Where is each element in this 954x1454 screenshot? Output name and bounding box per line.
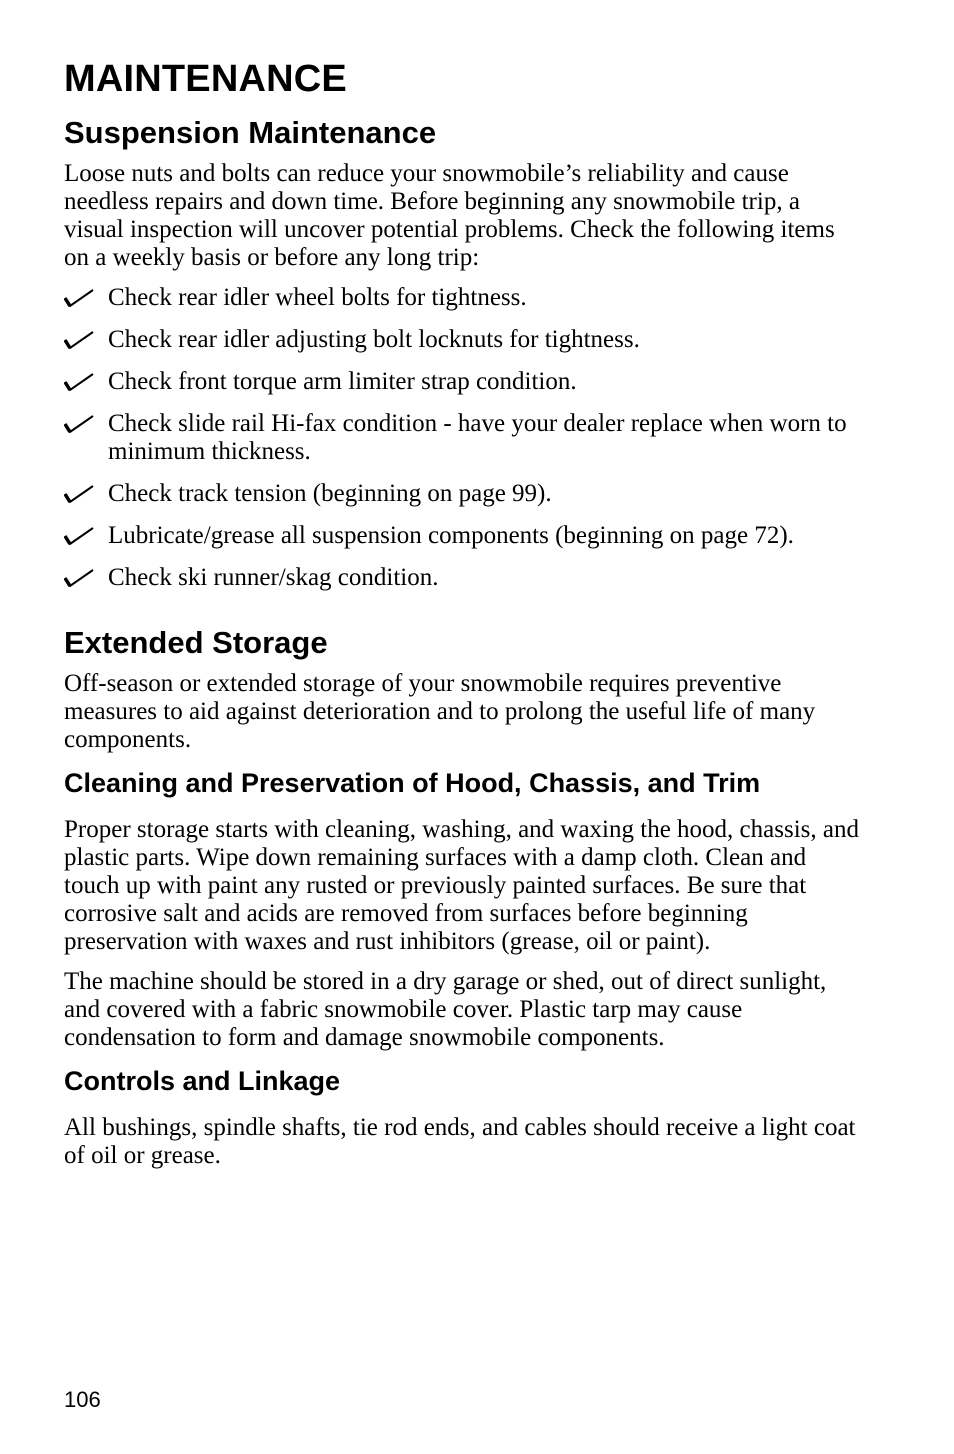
cleaning-paragraph-2: The machine should be stored in a dry garage or shed, out of direct sunlight, and covered with a fabric snowmobile cover. Plastic tarp may cause condensation to form and damage snowmobile components.	[64, 968, 827, 1051]
extended-storage-heading: Extended Storage	[64, 625, 328, 660]
checklist-item-text: Lubricate/grease all suspension components (beginning on page 72).	[108, 522, 794, 549]
check-mark-icon	[64, 410, 108, 438]
check-mark-icon	[64, 522, 108, 550]
section-spacer	[64, 606, 864, 624]
checklist-item	[64, 368, 864, 396]
checklist-item	[64, 522, 864, 550]
checklist-item	[64, 410, 864, 466]
check-mark-icon	[64, 368, 108, 396]
cleaning-paragraph-1: Proper storage starts with cleaning, washing, and waxing the hood, chassis, and plastic parts. Wipe down remaining surfaces with a damp cloth. Clean and touch up with paint any rusted or previously painted surfaces. Be sure that corrosive salt and acids are removed from surfaces before beginning preservation with waxes and rust inhibitors (grease, oil or paint).	[64, 816, 859, 955]
checklist-item-text: Check ski runner/skag condition.	[108, 564, 439, 591]
check-mark-icon	[64, 284, 108, 312]
controls-linkage-heading: Controls and Linkage	[64, 1066, 341, 1096]
checklist-item-text: Check rear idler wheel bolts for tightness.	[108, 284, 527, 311]
cleaning-preservation-heading: Cleaning and Preservation of Hood, Chassis, and Trim	[64, 768, 761, 798]
suspension-maintenance-heading: Suspension Maintenance	[64, 115, 437, 150]
suspension-intro-paragraph: Loose nuts and bolts can reduce your snowmobile’s reliability and cause needless repairs and down time. Before beginning any snowmobile trip, a visual inspection will uncover potential problems. Check the following items on a weekly basis or before any long trip:	[64, 160, 835, 271]
extended-storage-section	[64, 624, 864, 1170]
suspension-maintenance-section	[64, 114, 864, 592]
checklist-item	[64, 564, 864, 592]
manual-page	[64, 56, 864, 1182]
check-mark-icon	[64, 564, 108, 592]
checklist-item-text: Check track tension (beginning on page 99).	[108, 480, 552, 507]
controls-linkage-paragraph: All bushings, spindle shafts, tie rod ends, and cables should receive a light coat of oil or grease.	[64, 1114, 856, 1169]
page-number: 106	[64, 1387, 101, 1412]
checklist-item-text: Check slide rail Hi-fax condition - have your dealer replace when worn to minimum thickness.	[108, 410, 847, 465]
checklist-item-text: Check front torque arm limiter strap condition.	[108, 368, 577, 395]
checklist-item-text: Check rear idler adjusting bolt locknuts for tightness.	[108, 326, 640, 353]
check-mark-icon	[64, 480, 108, 508]
extended-storage-intro-paragraph: Off-season or extended storage of your snowmobile requires preventive measures to aid against deterioration and to prolong the useful life of many components.	[64, 670, 816, 753]
check-mark-icon	[64, 326, 108, 354]
checklist-item	[64, 480, 864, 508]
checklist-item	[64, 326, 864, 354]
suspension-checklist	[64, 284, 864, 592]
checklist-item	[64, 284, 864, 312]
chapter-title: MAINTENANCE	[64, 58, 347, 100]
